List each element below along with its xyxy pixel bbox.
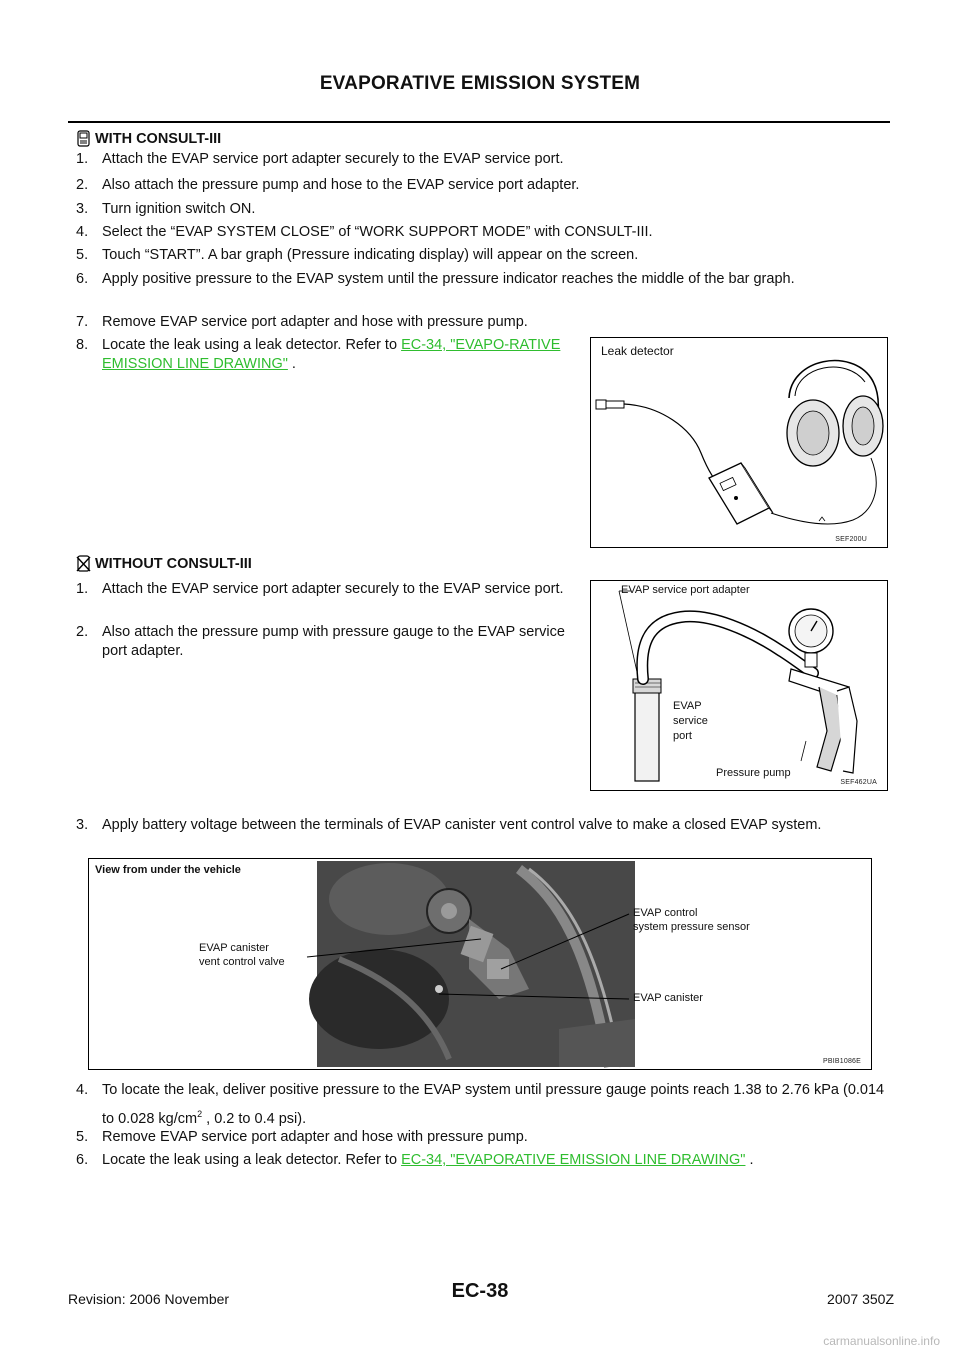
with-step-8: 8. Locate the leak using a leak detector. Refer to EC-34, "EVAPO-RATIVE EMISSION LINE DRAWING" .: [76, 337, 561, 372]
title-rule: [68, 121, 890, 123]
figure-leak-detector: [590, 337, 888, 548]
without-consult-heading: [76, 555, 252, 572]
link-evap-line-drawing-2[interactable]: EC-34, "EVAPORATIVE EMISSION LINE DRAWING": [401, 1152, 746, 1168]
figure-pressure-pump-code: SEF462UA: [840, 779, 877, 786]
without-step-4: 4. To locate the leak, deliver positive pressure to the EVAP system until pressure gauge points reach 1.38 to 2.76 kPa (0.014 to 0.028 $kg/cm^2$ , 0.2 to 0.4 psi).: [76, 1082, 885, 1127]
with-consult-heading-text: WITH CONSULT-III: [95, 130, 222, 147]
fig2-label-pump: Pressure pump: [716, 767, 791, 779]
pressure-pump-drawing: [591, 581, 887, 790]
link-evap-line-drawing[interactable]: EC-34, "EVAPO-RATIVE EMISSION LINE DRAWING": [102, 337, 561, 372]
page-number: EC-38: [451, 1280, 509, 1302]
fig3-header: View from under the vehicle: [95, 864, 241, 876]
fig2-label-port: EVAP service port: [673, 700, 708, 742]
fig3-label-pressure-sensor: EVAP control system pressure sensor: [633, 907, 750, 933]
fig3-label-vent-valve: EVAP canister vent control valve: [199, 942, 285, 968]
figure-pressure-pump: [590, 580, 888, 791]
without-step-3: 3. Apply battery voltage between the terminals of EVAP canister vent control valve to make a closed EVAP system.: [76, 817, 822, 833]
model-text: 2007 350Z: [827, 1291, 894, 1307]
leak-detector-drawing: [591, 338, 887, 547]
watermark: carmanualsonline.info: [823, 1334, 940, 1348]
figure-leak-detector-code: SEF200U: [835, 536, 867, 543]
no-consult-icon: [76, 555, 91, 572]
without-step-2: 2. Also attach the pressure pump with pressure gauge to the EVAP service port adapter.: [76, 624, 565, 659]
revision-text: Revision: 2006 November: [68, 1291, 230, 1307]
page-title: EVAPORATIVE EMISSION SYSTEM: [319, 73, 641, 94]
without-step-1: 1. Attach the EVAP service port adapter securely to the EVAP service port.: [76, 581, 564, 597]
fig3-label-canister: EVAP canister: [633, 992, 703, 1004]
without-consult-heading-text: WITHOUT CONSULT-III: [95, 555, 252, 572]
with-consult-heading: [76, 130, 221, 147]
figure-under-vehicle-code: PBIB1086E: [823, 1058, 861, 1065]
figure-under-vehicle: [88, 858, 872, 1070]
figure-leak-detector-label: Leak detector: [601, 344, 674, 358]
with-step-6: 6. Apply positive pressure to the EVAP system until the pressure indicator reaches the middle of the bar graph.: [76, 271, 795, 287]
consult-icon: [76, 130, 91, 147]
fig2-label-adapter: EVAP service port adapter: [621, 584, 750, 596]
